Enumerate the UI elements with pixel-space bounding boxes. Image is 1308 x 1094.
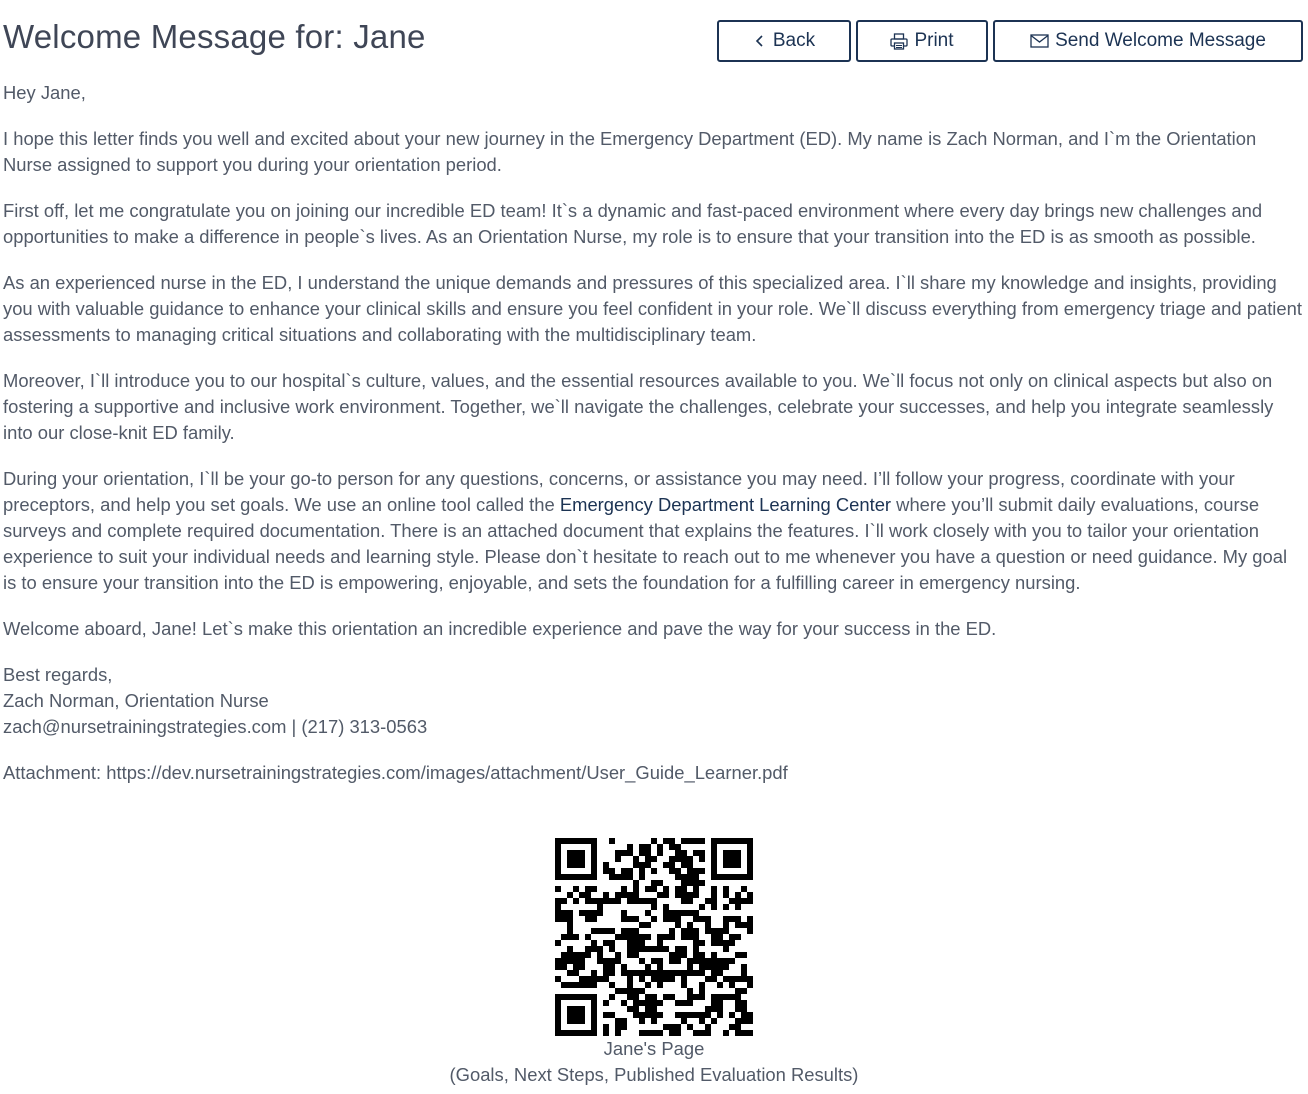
qr-block [3,838,1305,1088]
paragraph-text: During your orientation, I`ll be your go-to person for any questions, concerns, or assistance you may need. I’ll follow your progress, coordinate with your preceptors, and help you set goals. We use an online tool called the [3,468,1235,515]
signature-closing: Best regards, [3,664,113,685]
signature-block [3,662,1305,740]
qr-caption-subtitle: (Goals, Next Steps, Published Evaluation Results) [449,1064,859,1085]
qr-caption-title: Jane's Page [603,1038,705,1059]
welcome-letter [3,80,1305,806]
letter-paragraph: Moreover, I`ll introduce you to our hospital`s culture, values, and the essential resources available to you. We`ll focus not only on clinical aspects but also on fostering a supportive and inclusive work environment. Together, we`ll navigate the challenges, celebrate your successes, and help you integrate seamlessly into our close-knit ED family. [3,370,1274,443]
chevron-left-icon [753,34,767,48]
letter-paragraph: Welcome aboard, Jane! Let`s make this orientation an incredible experience and pave the way for your success in the ED. [3,618,997,639]
learning-center-link[interactable]: Emergency Department Learning Center [559,494,892,515]
printer-icon [890,33,908,50]
attachment-line: Attachment: https://dev.nursetrainingstrategies.com/images/attachment/User_Guide_Learner.pdf [3,762,788,783]
print-button-label: Print [914,30,954,51]
back-button[interactable] [717,20,851,62]
send-welcome-message-button[interactable] [993,20,1303,62]
envelope-icon [1030,34,1049,48]
page-header [3,0,1305,80]
send-button-label: Send Welcome Message [1055,30,1266,51]
letter-paragraph: First off, let me congratulate you on joining our incredible ED team! It`s a dynamic and fast-paced environment where every day brings new challenges and opportunities to make a difference in people`s lives. As an Orientation Nurse, my role is to ensure that your transition into the ED is as smooth as possible. [3,200,1263,247]
paragraph-text: where you’ll submit daily evaluations, course surveys and complete required documentation. There is an attached document that explains the features. I`ll work closely with you to tailor your orientation experience to suit your individual needs and learning style. Please don`t hesitate to reach out to me whenever you have a question or need guidance. My goal is to ensure your transition into the ED is empowering, enjoyable, and sets the foundation for a fulfilling career in emergency nursing. [3,494,1288,593]
letter-paragraph-with-link [3,466,1305,596]
print-button[interactable] [856,20,988,62]
letter-greeting: Hey Jane, [3,82,86,103]
signature-name: Zach Norman, Orientation Nurse [3,690,269,711]
signature-contact: zach@nursetrainingstrategies.com | (217) 313-0563 [3,716,428,737]
letter-paragraph: As an experienced nurse in the ED, I understand the unique demands and pressures of this specialized area. I`ll share my knowledge and insights, providing you with valuable guidance to enhance your clinical skills and ensure you feel confident in your role. We`ll discuss everything from emergency triage and patient assessments to managing critical situations and collaborating with the multidisciplinary team. [3,272,1302,345]
back-button-label: Back [772,30,816,51]
qr-code-icon [3,838,1305,1036]
page [3,0,1305,1085]
letter-paragraph: I hope this letter finds you well and excited about your new journey in the Emergency Department (ED). My name is Zach Norman, and I`m the Orientation Nurse assigned to support you during your orientation period. [3,128,1257,175]
page-title: Welcome Message for: Jane [3,18,426,55]
